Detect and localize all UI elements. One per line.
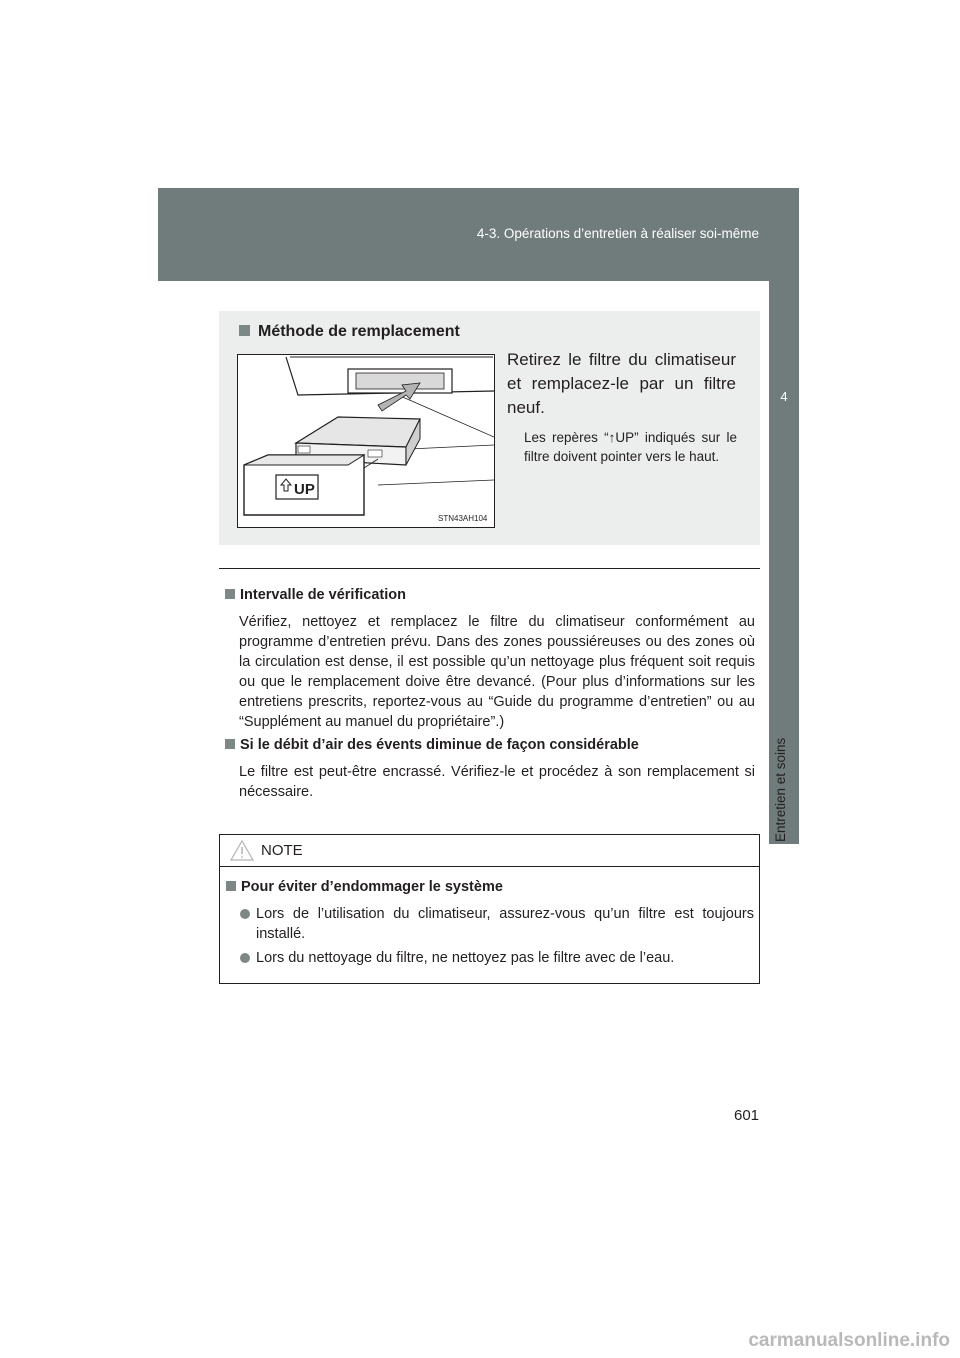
chapter-number: 4	[780, 389, 788, 404]
page-number: 601	[734, 1107, 760, 1124]
note-item-text: Lors de l’utilisation du climatiseur, assurez-vous qu’un filtre est toujours installé.	[256, 906, 754, 942]
airflow-body: Le filtre est peut-être encrassé. Vérifiez-le et procédez à son remplacement si nécessaire.	[239, 764, 755, 800]
note-item	[240, 904, 754, 944]
square-bullet-icon	[239, 325, 250, 336]
round-bullet-icon	[240, 909, 250, 919]
replacement-title-text: Méthode de remplacement	[258, 323, 460, 340]
note-subheading-text: Pour éviter d’endommager le système	[241, 879, 503, 895]
filter-up-label: UP	[294, 481, 315, 498]
figure-code: STN43AH104	[438, 514, 488, 523]
replacement-lead-text: Retirez le filtre du climatiseur et remplacez-le par un filtre neuf.	[507, 350, 736, 417]
filter-replacement-illustration	[237, 354, 495, 528]
replacement-note-text: Les repères “↑UP” indiqués sur le filtre doivent pointer vers le haut.	[524, 430, 737, 464]
inspection-interval-heading-text: Intervalle de vérification	[240, 587, 407, 603]
watermark: carmanualsonline.info	[748, 1330, 950, 1351]
round-bullet-icon	[240, 953, 250, 963]
square-bullet-icon	[225, 739, 235, 749]
airflow-heading-text: Si le débit d’air des évents diminue de façon considérable	[240, 737, 639, 753]
section-divider	[219, 568, 760, 569]
note-subheading	[226, 879, 503, 895]
warning-triangle-icon	[230, 840, 254, 861]
inspection-interval-body: Vérifiez, nettoyez et remplacez le filtre du climatiseur conformément au programme d’entretien prévu. Dans des zones poussiéreuses ou des zones où la circulation est dense, il est possible qu’un nettoyage plus fréquent soit requis ou que le remplacement doive être devancé. (Pour plus d’informations sur les entretiens prescrits, reportez-vous au “Guide du programme d’entretien” ou au “Supplément au manuel du propriétaire”.)	[239, 614, 755, 730]
airflow-heading	[225, 737, 639, 753]
header-band	[158, 188, 799, 281]
section-title: 4-3. Opérations d’entretien à réaliser soi-même	[476, 226, 759, 241]
note-title: NOTE	[261, 842, 303, 859]
chapter-label: Entretien et soins	[773, 737, 788, 842]
replacement-method-box	[219, 311, 760, 545]
note-item-text: Lors du nettoyage du filtre, ne nettoyez pas le filtre avec de l’eau.	[256, 950, 675, 966]
replacement-title	[239, 323, 460, 341]
note-box	[219, 834, 760, 984]
note-item	[240, 948, 754, 968]
inspection-interval-heading	[225, 587, 406, 603]
square-bullet-icon	[225, 589, 235, 599]
filter-illustration-svg	[238, 355, 494, 527]
note-header	[220, 835, 759, 867]
square-bullet-icon	[226, 881, 236, 891]
